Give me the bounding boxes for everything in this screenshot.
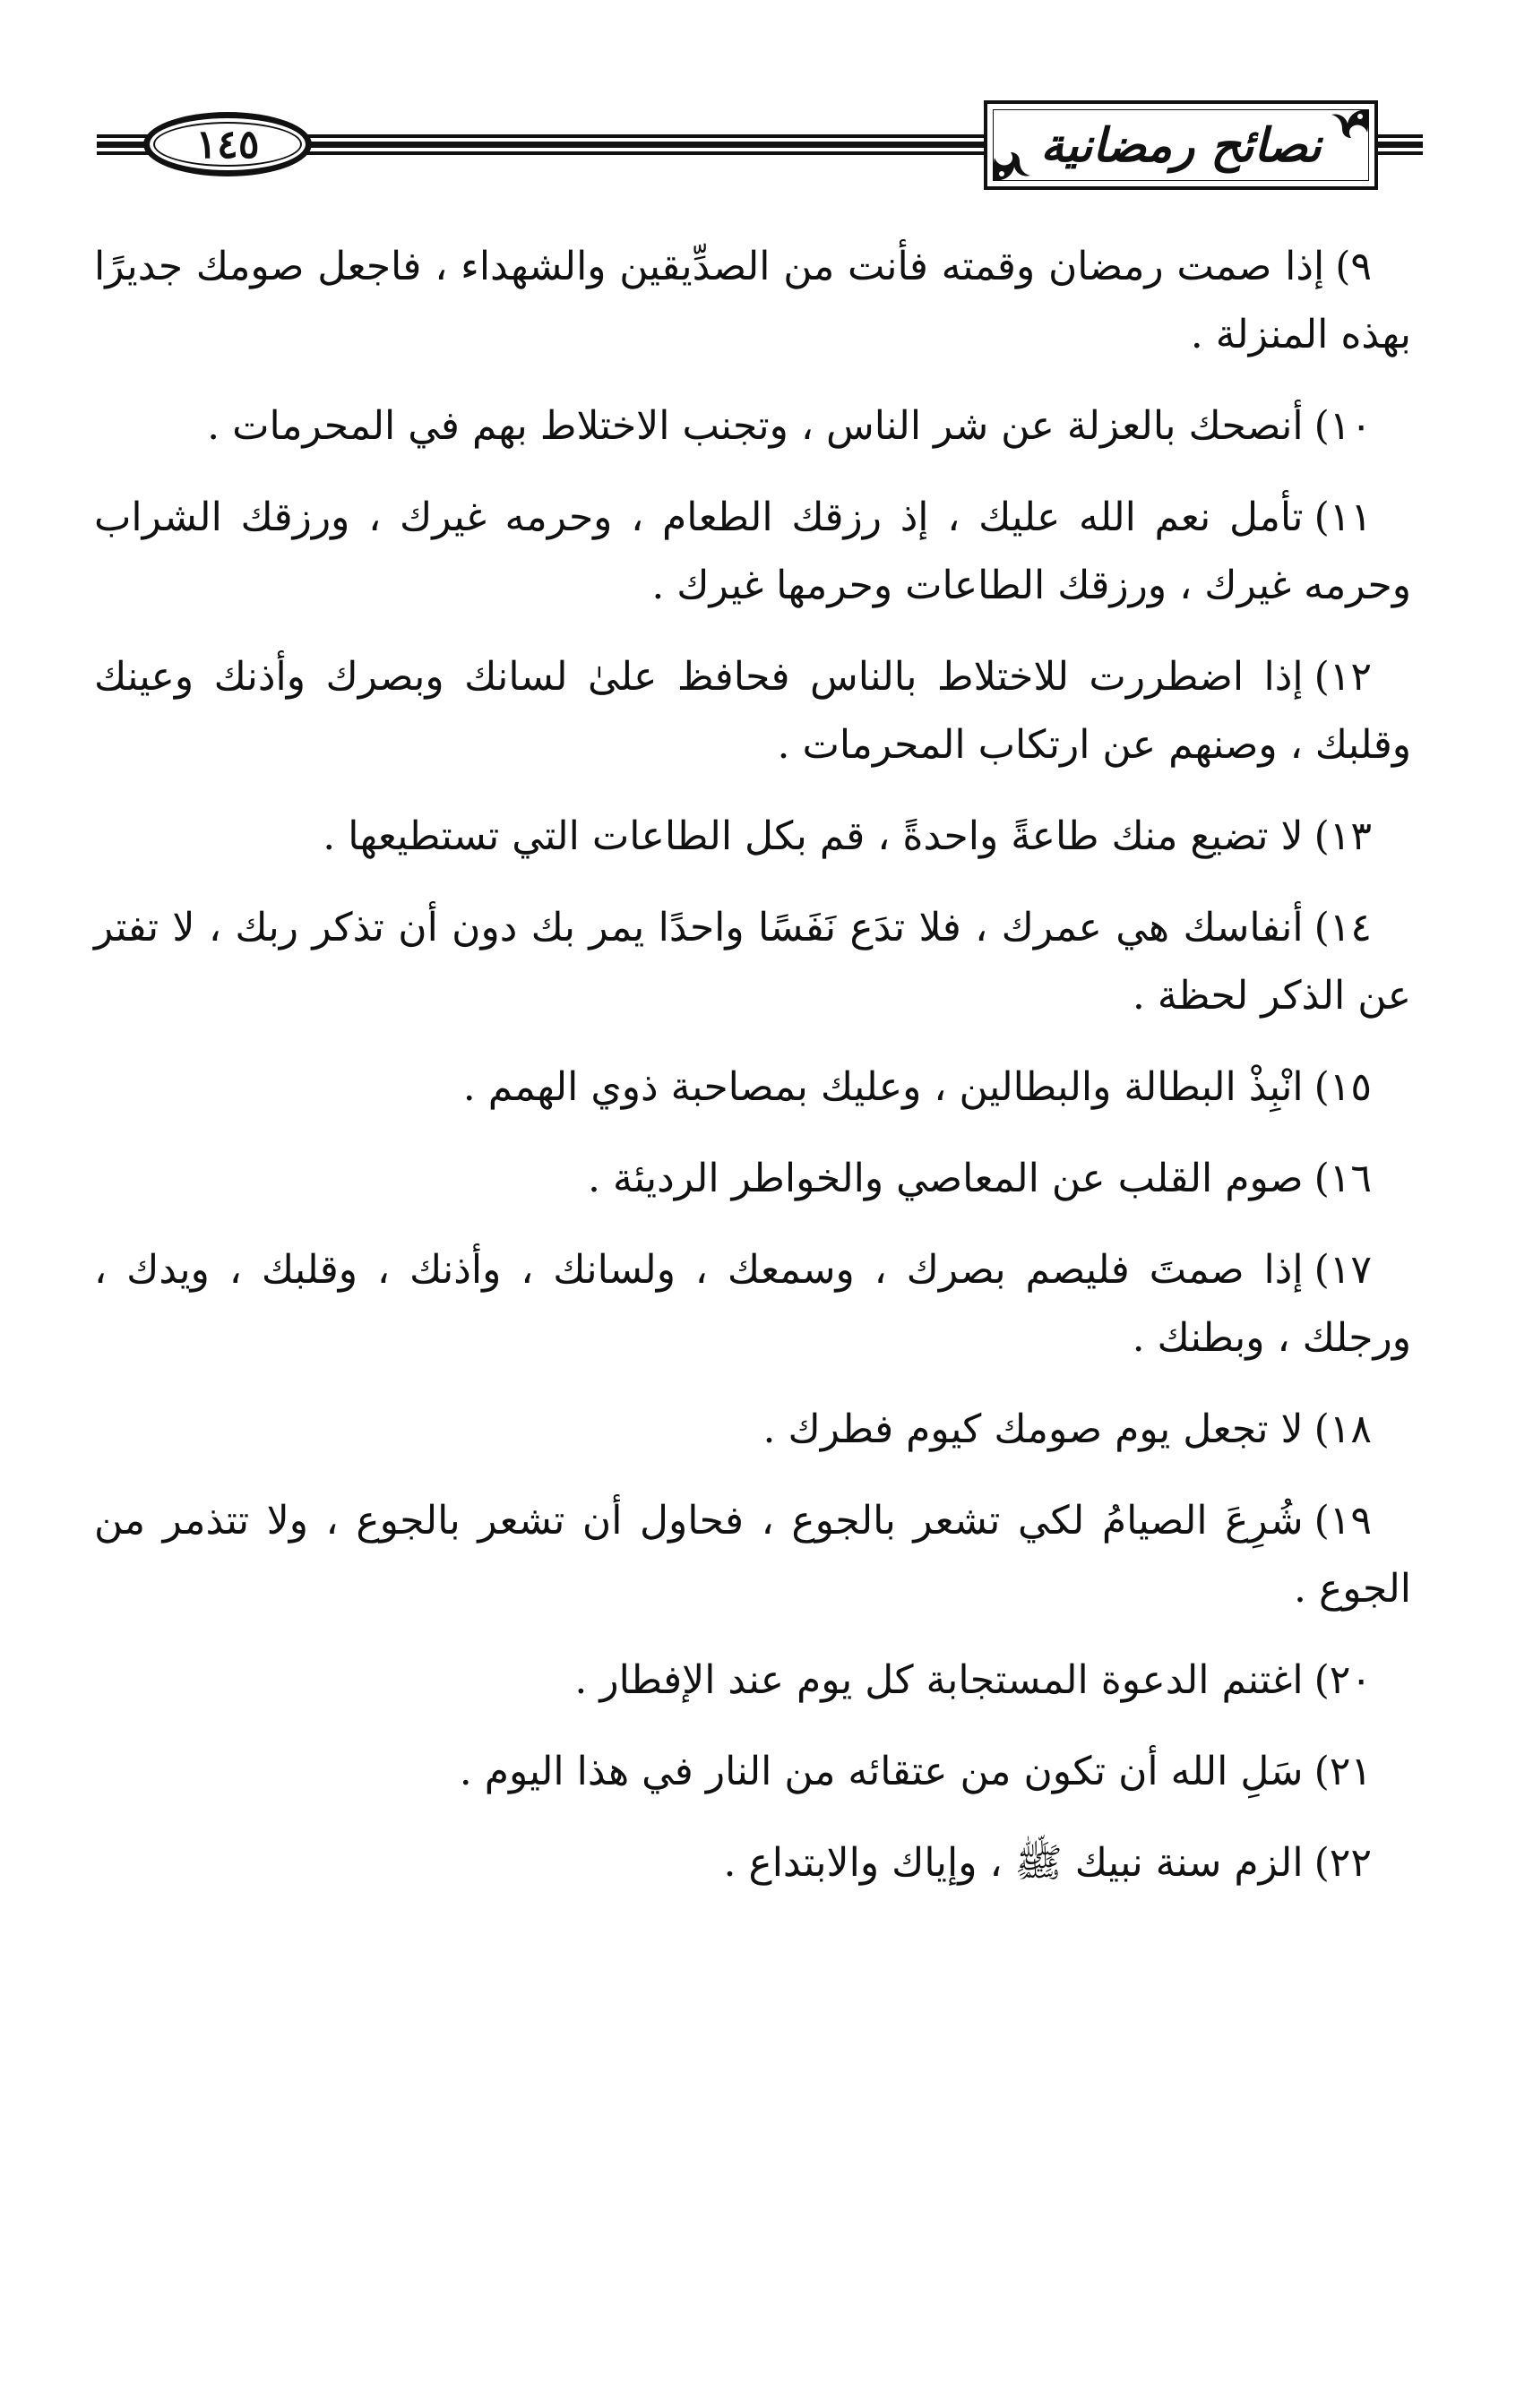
item-number: ١٨): [1314, 1406, 1372, 1452]
item-text: سَلِ الله أن تكون من عتقائه من النار في هذا اليوم .: [459, 1749, 1304, 1794]
list-item: [94, 1054, 1411, 1122]
item-text: لا تضيع منك طاعةً واحدةً ، قم بكل الطاعات التي تستطيعها .: [323, 813, 1304, 859]
item-text: صوم القلب عن المعاصي والخواطر الرديئة .: [588, 1156, 1304, 1201]
item-number: ١٣): [1314, 813, 1372, 859]
list-item: [94, 1487, 1411, 1623]
list-item: [94, 233, 1411, 369]
list-item: [94, 643, 1411, 779]
item-text: أنفاسك هي عمرك ، فلا تدَع نَفَسًا واحدًا يمر بك دون أن تذكر ربك ، لا تفتر عن الذكر لحظة .: [94, 905, 1411, 1019]
list-item: [94, 894, 1411, 1030]
corner-ornament-icon: [991, 149, 1032, 183]
list-item: [94, 392, 1411, 460]
item-text: انْبِذْ البطالة والبطالين ، وعليك بمصاحبة ذوي الهمم .: [462, 1064, 1304, 1110]
item-text: اغتنم الدعوة المستجابة كل يوم عند الإفطار .: [574, 1657, 1304, 1703]
item-number: ١٢): [1314, 654, 1372, 700]
list-item: [94, 803, 1411, 871]
item-number: ١٥): [1314, 1064, 1372, 1110]
item-text: إذا صمت رمضان وقمته فأنت من الصدِّيقين والشهداء ، فاجعل صومك جديرًا بهذه المنزلة .: [94, 244, 1411, 357]
page-number: ١٤٥: [195, 121, 260, 168]
item-number: ٢١): [1314, 1749, 1372, 1794]
running-title: نصائح رمضانية: [1040, 117, 1322, 173]
page-number-badge: [143, 112, 312, 176]
list-item: [94, 1145, 1411, 1213]
running-title-box: [984, 100, 1378, 190]
corner-ornament-icon: [1330, 108, 1371, 142]
item-number: ١٠): [1314, 403, 1372, 449]
item-number: ١١): [1314, 494, 1372, 540]
item-number: ٩): [1335, 244, 1372, 289]
item-number: ٢٢): [1314, 1840, 1372, 1886]
item-number: ١٤): [1314, 905, 1372, 950]
item-text: تأمل نعم الله عليك ، إذ رزقك الطعام ، وحرمه غيرك ، ورزقك الشراب وحرمه غيرك ، ورزقك الطاعات وحرمها غيرك .: [94, 494, 1411, 608]
item-number: ١٧): [1314, 1247, 1372, 1293]
item-text: الزم سنة نبيك ﷺ ، وإياك والابتداع .: [723, 1840, 1304, 1886]
item-number: ١٦): [1314, 1156, 1372, 1201]
item-text: لا تجعل يوم صومك كيوم فطرك .: [762, 1406, 1304, 1452]
item-number: ٢٠): [1314, 1657, 1372, 1703]
item-text: أنصحك بالعزلة عن شر الناس ، وتجنب الاختلاط بهم في المحرمات .: [207, 403, 1304, 449]
list-item: [94, 1738, 1411, 1806]
list-item: [94, 484, 1411, 620]
item-text: شُرِعَ الصيامُ لكي تشعر بالجوع ، فحاول أن تشعر بالجوع ، ولا تتذمر من الجوع .: [94, 1498, 1411, 1612]
list-item: [94, 1829, 1411, 1897]
list-item: [94, 1396, 1411, 1464]
item-text: إذا صمتَ فليصم بصرك ، وسمعك ، ولسانك ، وأذنك ، وقلبك ، ويدك ، ورجلك ، وبطنك .: [94, 1247, 1411, 1361]
list-item: [94, 1647, 1411, 1715]
item-text: إذا اضطررت للاختلاط بالناس فحافظ علىٰ لسانك وبصرك وأذنك وعينك وقلبك ، وصنهم عن ارتكاب المحرمات .: [94, 654, 1411, 768]
page-content: [94, 233, 1411, 1921]
list-item: [94, 1236, 1411, 1372]
item-number: ١٩): [1314, 1498, 1372, 1544]
